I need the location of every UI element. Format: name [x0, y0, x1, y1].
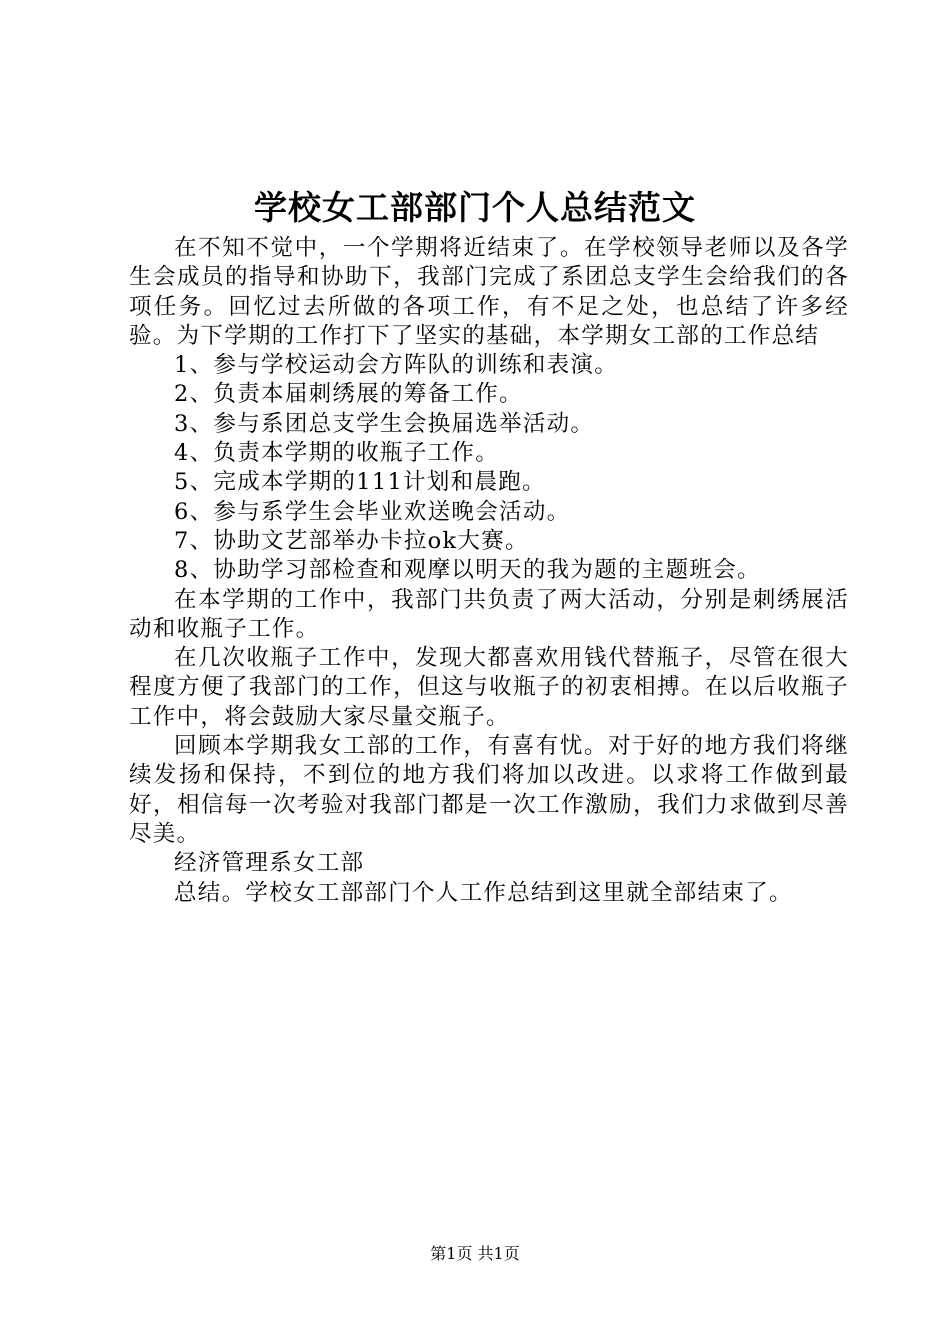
- intro-paragraph: 在不知不觉中，一个学期将近结束了。在学校领导老师以及各学生会成员的指导和协助下，我部门完成了系团总支学生会给我们的各项任务。回忆过去所做的各项工作，有不足之处，也总结了许多经验。为下学期的工作打下了坚实的基础，本学期女工部的工作总结: [129, 235, 849, 349]
- bottles-paragraph: 在几次收瓶子工作中，发现大都喜欢用钱代替瓶子，尽管在很大程度方便了我部门的工作，但这与收瓶子的初衷相搏。在以后收瓶子工作中，将会鼓励大家尽量交瓶子。: [129, 645, 849, 730]
- list-item: 6、参与系学生会毕业欢送晚会活动。: [174, 498, 571, 525]
- list-item: 3、参与系团总支学生会换届选举活动。: [174, 410, 595, 437]
- document-title: 学校女工部部门个人总结范文: [254, 188, 696, 227]
- document-body: [129, 234, 849, 908]
- signature-line: 经济管理系女工部: [174, 850, 365, 877]
- list-item: 8、协助学习部检查和观摩以明天的我为题的主题班会。: [174, 557, 761, 584]
- list-item: 2、负责本届刺绣展的筹备工作。: [174, 381, 523, 408]
- page-footer: 第1页 共1页: [430, 1244, 520, 1263]
- list-item: 1、参与学校运动会方阵队的训练和表演。: [174, 352, 619, 379]
- task-list: [129, 351, 849, 585]
- review-paragraph: 回顾本学期我女工部的工作，有喜有忧。对于好的地方我们将继续发扬和保持，不到位的地方我们将加以改进。以求将工作做到最好，相信每一次考验对我部门都是一次工作激励，我们力求做到尽善尽美。: [129, 733, 849, 847]
- list-item: 7、协助文艺部举办卡拉ok大赛。: [174, 527, 529, 554]
- closing-line: 总结。学校女工部部门个人工作总结到这里就全部结束了。: [174, 879, 793, 906]
- list-item: 5、完成本学期的111计划和晨跑。: [174, 469, 546, 496]
- list-item: 4、负责本学期的收瓶子工作。: [174, 440, 500, 467]
- activities-paragraph: 在本学期的工作中，我部门共负责了两大活动，分别是刺绣展活动和收瓶子工作。: [129, 586, 849, 642]
